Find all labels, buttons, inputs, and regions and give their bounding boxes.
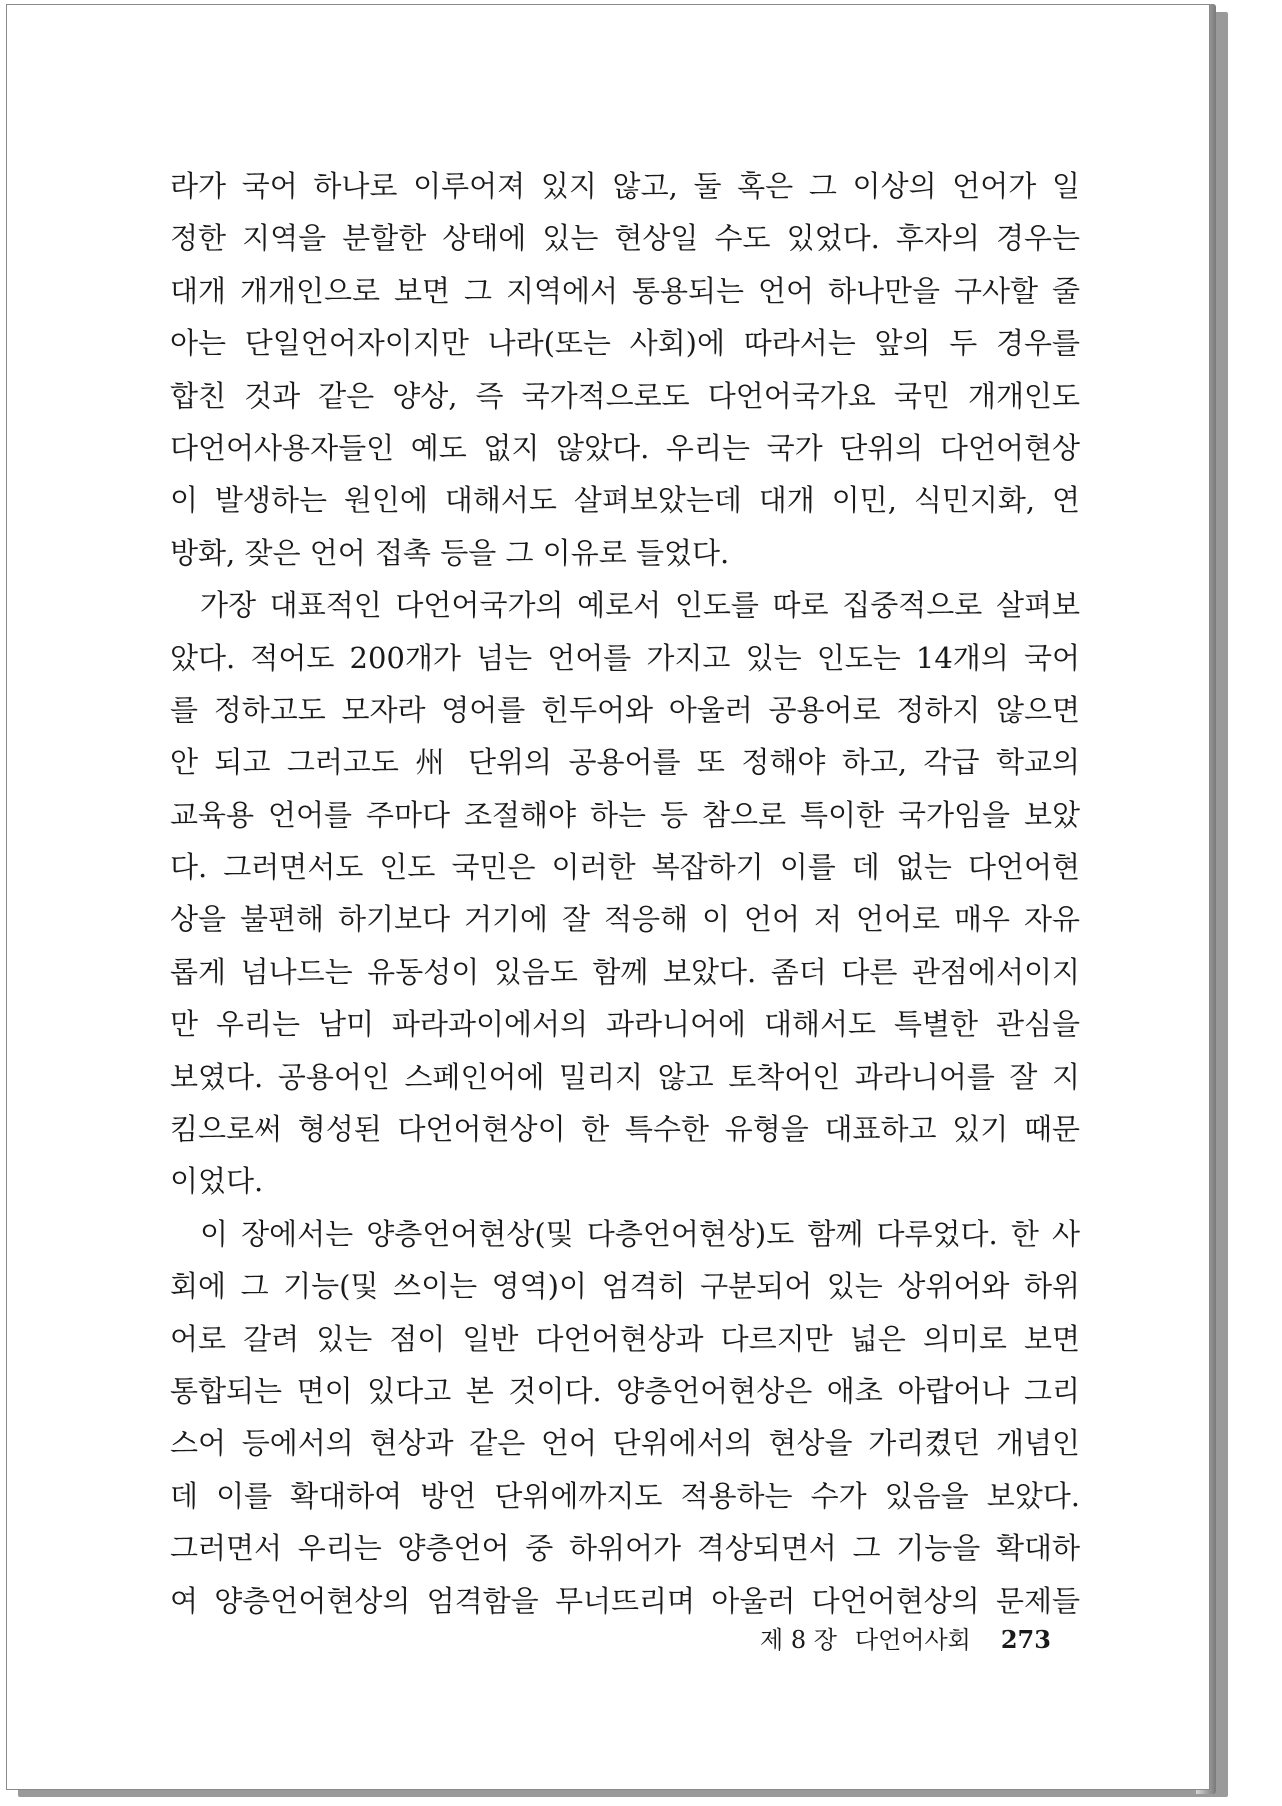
chapter-title: 다언어사회	[854, 1626, 971, 1654]
text-line: 안 되고 그러고도 州 단위의 공용어를 또 정해야 하고, 각급 학교의	[170, 745, 1080, 780]
text-line: 회에 그 기능(및 쓰이는 영역)이 엄격히 구분되어 있는 상위어와 하위	[170, 1269, 1080, 1304]
text-line: 스어 등에서의 현상과 같은 언어 단위에서의 현상을 가리켰던 개념인	[170, 1426, 1080, 1461]
text-line: 킴으로써 형성된 다언어현상이 한 특수한 유형을 대표하고 있기 때문	[170, 1112, 1080, 1147]
text-line: 대개 개개인으로 보면 그 지역에서 통용되는 언어 하나만을 구사할 줄	[170, 273, 1080, 308]
text-line: 다. 그러면서도 인도 국민은 이러한 복잡하기 이를 데 없는 다언어현	[170, 850, 1080, 885]
body-text	[170, 160, 1080, 1627]
text-line: 보였다. 공용어인 스페인어에 밀리지 않고 토착어인 과라니어를 잘 지	[170, 1059, 1080, 1094]
running-footer	[760, 1620, 1051, 1660]
text-line: 롭게 넘나드는 유동성이 있음도 함께 보았다. 좀더 다른 관점에서이지	[170, 954, 1080, 989]
text-line: 았다. 적어도 200개가 넘는 언어를 가지고 있는 인도는 14개의 국어	[170, 640, 1080, 675]
text-line: 라가 국어 하나로 이루어져 있지 않고, 둘 혹은 그 이상의 언어가 일	[170, 169, 1080, 203]
paragraph-first-line: 이 장에서는 양층언어현상(및 다층언어현상)도 함께 다루었다. 한 사	[200, 1216, 1080, 1251]
page-number: 273	[1000, 1625, 1051, 1654]
text-line: 합친 것과 같은 양상, 즉 국가적으로도 다언어국가요 국민 개개인도	[170, 378, 1080, 413]
text-line: 만 우리는 남미 파라과이에서의 과라니어에 대해서도 특별한 관심을	[170, 1007, 1080, 1042]
text-line: 아는 단일언어자이지만 나라(또는 사회)에 따라서는 앞의 두 경우를	[170, 326, 1080, 361]
text-line: 를 정하고도 모자라 영어를 힌두어와 아울러 공용어로 정하지 않으면	[170, 692, 1080, 727]
paragraph-first-line: 가장 대표적인 다언어국가의 예로서 인도를 따로 집중적으로 살펴보	[200, 588, 1080, 623]
text-line: 통합되는 면이 있다고 본 것이다. 양층언어현상은 애초 아랍어나 그리	[170, 1373, 1080, 1408]
text-line: 이었다.	[170, 1164, 264, 1199]
text-line: 정한 지역을 분할한 상태에 있는 현상일 수도 있었다. 후자의 경우는	[170, 221, 1080, 256]
text-line: 방화, 잦은 언어 접촉 등을 그 이유로 들었다.	[170, 535, 730, 570]
text-line: 교육용 언어를 주마다 조절해야 하는 등 참으로 특이한 국가임을 보았	[170, 797, 1080, 832]
chapter-label: 제 8 장	[760, 1626, 837, 1654]
text-line: 상을 불편해 하기보다 거기에 잘 적응해 이 언어 저 언어로 매우 자유	[170, 902, 1080, 937]
text-line: 그러면서 우리는 양층언어 중 하위어가 격상되면서 그 기능을 확대하	[170, 1531, 1080, 1566]
text-line: 데 이를 확대하여 방언 단위에까지도 적용하는 수가 있음을 보았다.	[170, 1478, 1080, 1513]
text-line: 이 발생하는 원인에 대해서도 살펴보았는데 대개 이민, 식민지화, 연	[170, 483, 1080, 518]
text-line: 어로 갈려 있는 점이 일반 다언어현상과 다르지만 넓은 의미로 보면	[170, 1321, 1080, 1356]
text-line: 여 양층언어현상의 엄격함을 무너뜨리며 아울러 다언어현상의 문제들	[170, 1583, 1080, 1618]
text-line: 다언어사용자들인 예도 없지 않았다. 우리는 국가 단위의 다언어현상	[170, 430, 1080, 465]
